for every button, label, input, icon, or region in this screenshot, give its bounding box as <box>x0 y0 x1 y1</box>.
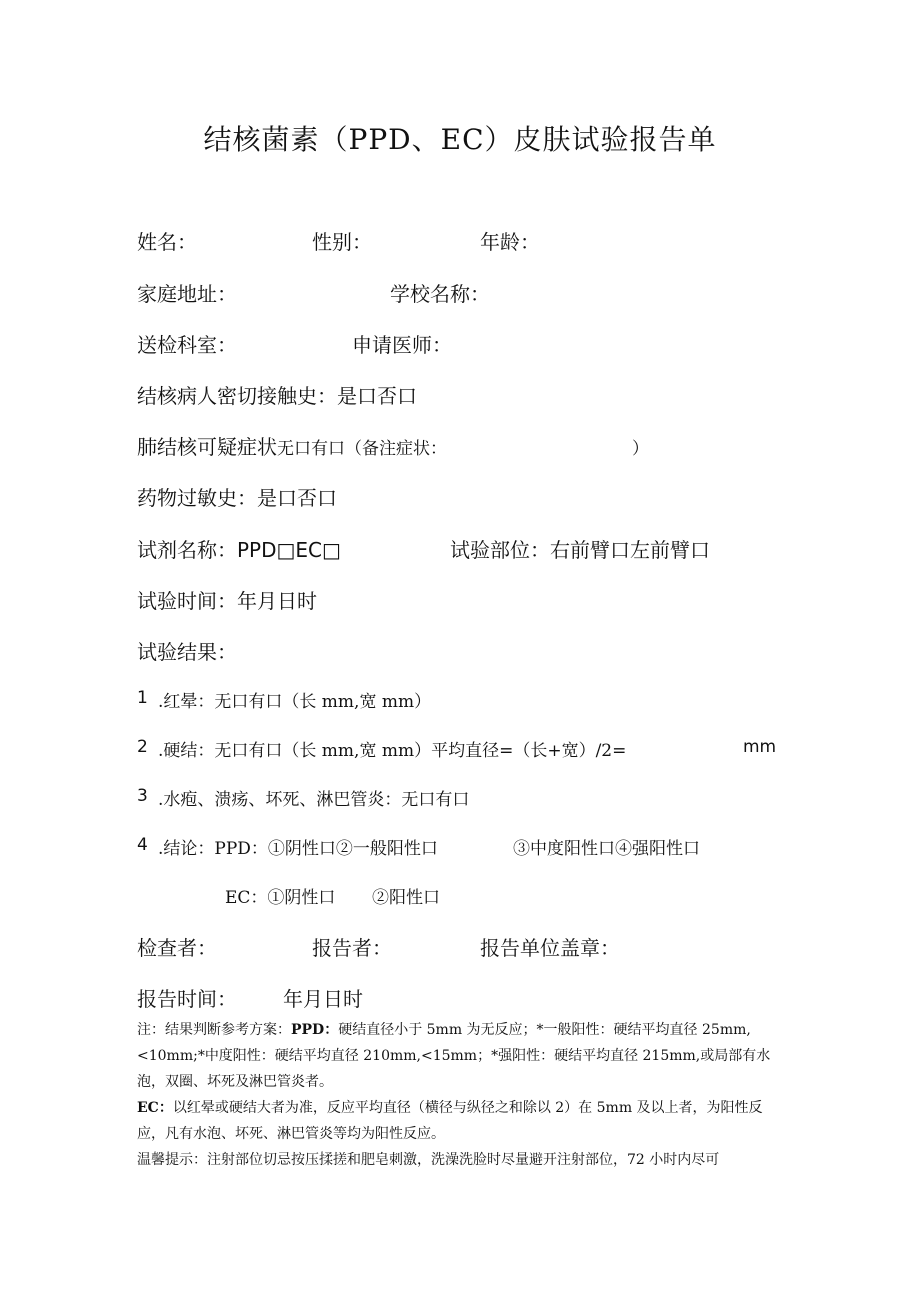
symptoms-label: 肺结核可疑症状 <box>137 435 277 459</box>
result-2-text: .硬结：无口有口（长 mm,宽 mm）平均直径=（长+宽）/2= <box>158 741 627 761</box>
results-label: 试验结果： <box>137 640 237 664</box>
result-2-number: 2 <box>137 737 148 757</box>
report-time-value: 年月日时 <box>283 987 363 1011</box>
reagent-row <box>137 534 341 563</box>
reagent-label: 试剂名称： <box>137 538 237 562</box>
reagent-value: PPD□EC□ <box>237 538 341 562</box>
report-time-label: 报告时间： <box>137 987 237 1011</box>
result-4-continued: ③中度阳性口④强阳性口 <box>513 839 700 859</box>
note-tip: 温馨提示：注射部位切忌按压揉搓和肥皂刺激，洗澡洗脸时尽量避开注射部位，72 小时内尽可 <box>137 1152 720 1168</box>
ec-conclusion: EC：①阴性口 <box>225 888 336 908</box>
result-4-number: 4 <box>137 835 148 855</box>
home-address-label: 家庭地址： <box>137 282 237 306</box>
department-label: 送检科室： <box>137 333 237 357</box>
symptoms-row <box>137 431 447 460</box>
age-label: 年龄： <box>480 230 540 254</box>
result-1-number: 1 <box>137 688 148 708</box>
name-label: 姓名： <box>137 230 197 254</box>
result-4-text: .结论：PPD：①阴性口②一般阳性口 <box>158 839 438 859</box>
result-3-text: .水疱、溃疡、坏死、淋巴管炎：无口有口 <box>158 790 470 810</box>
school-name-label: 学校名称： <box>390 282 490 306</box>
examiner-label: 检查者： <box>137 936 217 960</box>
notes-block <box>137 1017 787 1173</box>
allergy-history: 药物过敏史：是口否口 <box>137 486 337 510</box>
note-ec: EC：以红晕或硬结大者为准，反应平均直径（横径与纵径之和除以 2）在 5mm 及以上者，为阳性反应，凡有水泡、坏死、淋巴管炎等均为阳性反应。 <box>137 1100 763 1142</box>
result-3-number: 3 <box>137 786 148 806</box>
result-1-text: .红晕：无口有口（长 mm,宽 mm） <box>158 692 432 712</box>
gender-label: 性别： <box>312 230 372 254</box>
test-site: 试验部位：右前臂口左前臂口 <box>450 538 710 562</box>
symptoms-options: 无口有口（备注症状： <box>277 439 447 459</box>
stamp-label: 报告单位盖章： <box>480 936 620 960</box>
contact-history: 结核病人密切接触史：是口否口 <box>137 384 417 408</box>
symptoms-close: ） <box>632 439 649 459</box>
page-title: 结核菌素（PPD、EC）皮肤试验报告单 <box>203 123 717 156</box>
ec-conclusion-continued: ②阳性口 <box>372 888 440 908</box>
note-ppd: 注：结果判断参考方案：PPD：硬结直径小于 5mm 为无反应；*一般阳性：硬结平均直径 25mm,<10mm;*中度阳性：硬结平均直径 210mm,<15mm；*强阳性：硬结平均直径 215mm,或局部有水泡，双圈、坏死及淋巴管炎者。 <box>137 1022 771 1090</box>
result-2-unit: mm <box>743 737 777 757</box>
reporter-label: 报告者： <box>312 936 392 960</box>
doctor-label: 申请医师： <box>352 333 452 357</box>
test-time: 试验时间：年月日时 <box>137 589 317 613</box>
